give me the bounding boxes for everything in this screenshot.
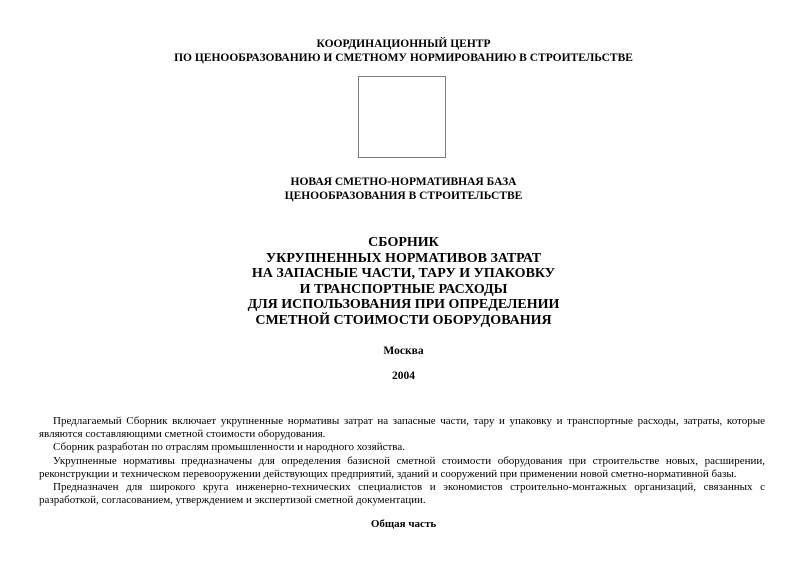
base-title-line-1: НОВАЯ СМЕТНО-НОРМАТИВНАЯ БАЗА: [290, 176, 517, 188]
intro-paragraph: Предназначен для широкого круга инженерно-технических специалистов и экономистов строительно-монтажных организаций, связанных с разработкой, согласованием, утверждением и экспертизой сметной документации.: [39, 481, 765, 507]
logo-placeholder: [358, 76, 446, 158]
document-title-line: СБОРНИК: [368, 235, 439, 250]
document-title-line: УКРУПНЕННЫХ НОРМАТИВОВ ЗАТРАТ: [265, 250, 542, 266]
organization-name-line-1: КООРДИНАЦИОННЫЙ ЦЕНТР: [316, 38, 491, 50]
base-title-line-2: ЦЕНООБРАЗОВАНИЯ В СТРОИТЕЛЬСТВЕ: [284, 190, 523, 202]
document-title-line: ДЛЯ ИСПОЛЬЗОВАНИЯ ПРИ ОПРЕДЕЛЕНИИ: [247, 297, 560, 312]
document-title-line: И ТРАНСПОРТНЫЕ РАСХОДЫ: [299, 281, 508, 297]
base-title: [0, 175, 807, 203]
intro-paragraph: Предлагаемый Сборник включает укрупненные нормативы затрат на запасные части, тару и упаковку и транспортные расходы, затраты, которые являются составляющими сметной стоимости оборудования.: [39, 415, 765, 441]
organization-header: [0, 37, 807, 65]
document-title-line: СМЕТНОЙ СТОИМОСТИ ОБОРУДОВАНИЯ: [255, 312, 552, 328]
intro-paragraph: Сборник разработан по отраслям промышленности и народного хозяйства.: [53, 441, 405, 454]
document-title: [0, 235, 807, 328]
intro-text: [39, 415, 765, 507]
publication-city: Москва: [383, 345, 424, 357]
publication-year: 2004: [392, 370, 415, 382]
section-heading: Общая часть: [370, 518, 437, 530]
document-title-line: НА ЗАПАСНЫЕ ЧАСТИ, ТАРУ И УПАКОВКУ: [251, 266, 556, 281]
organization-name-line-2: ПО ЦЕНООБРАЗОВАНИЮ И СМЕТНОМУ НОРМИРОВАНИЮ В СТРОИТЕЛЬСТВЕ: [174, 52, 633, 64]
intro-paragraph: Укрупненные нормативы предназначены для определения базисной сметной стоимости оборудования при строительстве новых, расширении, реконструкции и техническом перевооружении действующих предприятий, зданий и сооружений при применении новой сметно-нормативной базы.: [39, 454, 765, 480]
